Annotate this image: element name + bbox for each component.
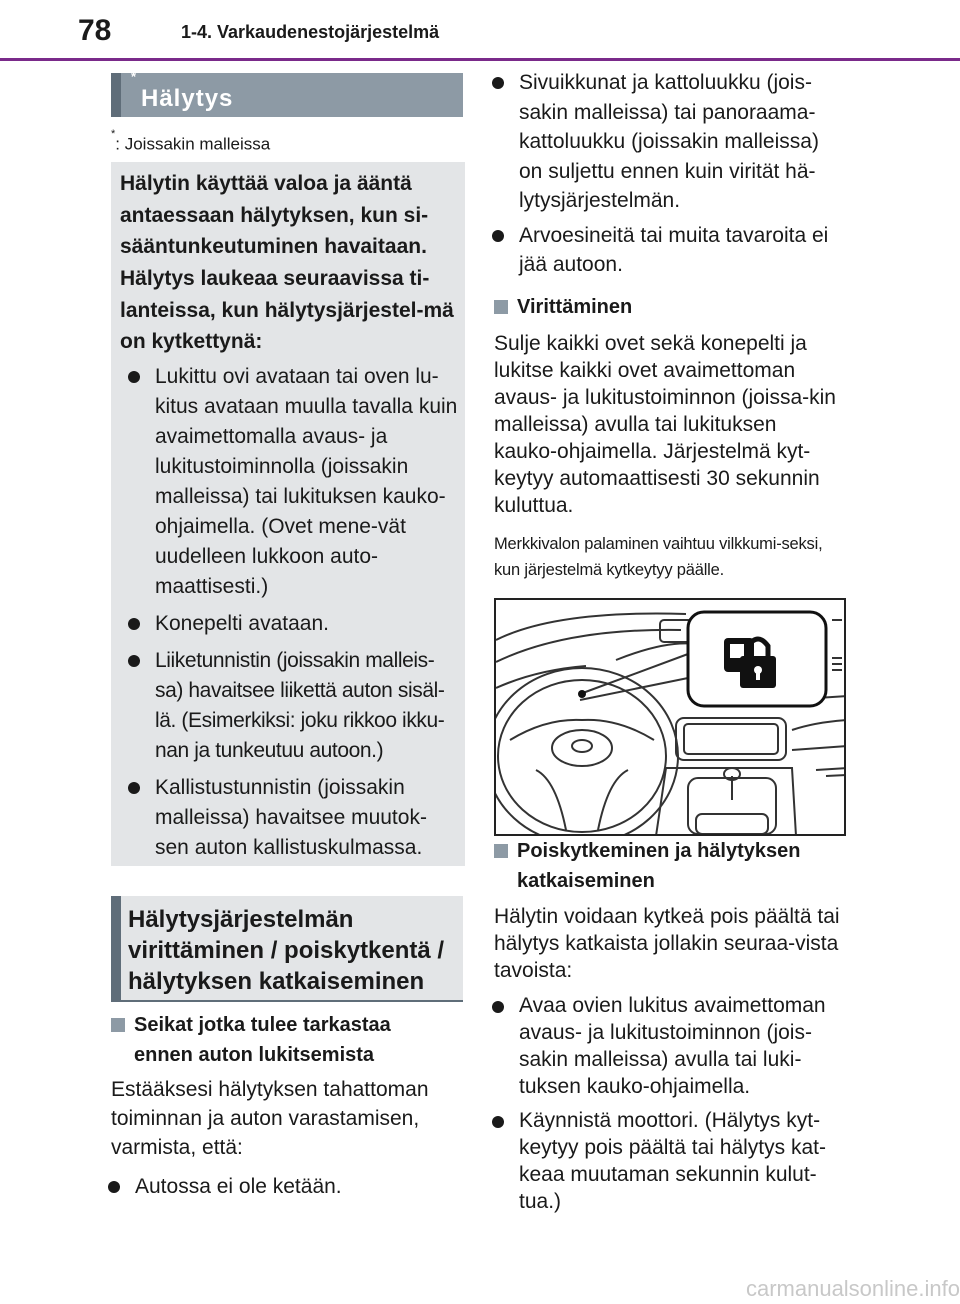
chapter-title: 1-4. Varkaudenestojärjestelmä (181, 22, 440, 42)
box-intro-1: Hälytin käyttää valoa ja ääntä antaessaan hälytyksen, kun si-sääntunkeutuminen havaitaan. (120, 172, 429, 258)
list-item: Avaa ovien lukitus avaimettoman avaus- ja lukitustoiminnon (jois-sakin malleissa) avulla tai luki-tuksen kauko-ohjaimella. (484, 992, 844, 1100)
footnote-mark: * (111, 128, 116, 140)
list-item: Kallistustunnistin (joissakin malleissa) havaitsee muutok-sen auton kallistuskulmassa. (120, 773, 460, 863)
list-item: Autossa ei ole ketään. (100, 1172, 460, 1202)
header-rule (0, 58, 960, 61)
list-item: Liiketunnistin (joissakin malleis-sa) havaitsee liikettä auton sisäl-lä. (Esimerkiksi: joku rikkoo ikku-nan ja tunkeutuu autoon.) (120, 646, 460, 766)
arming-note: Merkkivalon palaminen vaihtuu vilkkumi-seksi, kun järjestelmä kytkeytyy päälle. (494, 535, 823, 579)
list-item: Arvoesineitä tai muita tavaroita ei jää autoon. (484, 221, 844, 280)
list-item: Konepelti avataan. (120, 609, 460, 639)
dashboard-illustration (494, 598, 846, 836)
section-title-bar (111, 69, 463, 117)
footnote (111, 128, 271, 155)
dashboard-drawing (496, 600, 846, 836)
section2-title: Hälytysjärjestelmän virittäminen / poiskytkentä / hälytyksen katkaiseminen (128, 906, 445, 995)
watermark: carmanualsonline.info (745, 1276, 960, 1301)
check-bullet-list-right (484, 68, 844, 280)
disarm-text: Hälytin voidaan kytkeä pois päältä tai hälytys katkaista jollakin seuraa-vista tavoista: (494, 905, 840, 982)
check-bullet-list-left (100, 1172, 460, 1202)
list-item: Lukittu ovi avataan tai oven lu-kitus avataan muulla tavalla kuin avaimettomalla avaus- ja lukitustoiminnolla (joissakin malleissa) tai lukituksen kauko-ohjaimella. (Ovet mene-vät uudelleen lukkoon auto-maattisesti.) (120, 362, 460, 602)
section-title-mark: * (131, 69, 138, 84)
disarm-bullet-list (484, 992, 844, 1215)
check-intro: Estääksesi hälytyksen tahattoman toiminnan ja auton varastamisen, varmista, että: (111, 1078, 429, 1159)
subhead-check: Seikat jotka tulee tarkastaa ennen auton lukitsemista (111, 1010, 431, 1070)
box-bullet-list (120, 362, 460, 863)
subhead-arming: Virittäminen (494, 292, 834, 322)
box-intro-2: Hälytys laukeaa seuraavissa ti-lanteissa, kun hälytysjärjestel-mä on kytkettynä: (120, 267, 454, 353)
subhead-disarm: Poiskytkeminen ja hälytyksen katkaiseminen (494, 836, 839, 896)
info-box (111, 162, 465, 866)
arming-text: Sulje kaikki ovet sekä konepelti ja lukitse kaikki ovet avaimettoman avaus- ja lukitustoiminnon (joissa-kin malleissa) avulla tai lukituksen kauko-ohjaimella. Järjestelmä kyt-keytyy automaattisesti 30 sekunnin kuluttua. (494, 332, 836, 517)
footnote-text: : Joissakin malleissa (115, 134, 271, 154)
page-number: 78 (78, 14, 112, 47)
list-item: Käynnistä moottori. (Hälytys kyt-keytyy pois päältä tai hälytys kat-keaa muutaman sekunnin kulut-tua.) (484, 1107, 844, 1215)
section-title: Hälytys (141, 85, 234, 112)
section2-title-box (111, 896, 463, 1002)
list-item: Sivuikkunat ja kattoluukku (jois-sakin malleissa) tai panoraama-kattoluukku (joissakin malleissa) on suljettu ennen kuin virität hä-lytysjärjestelmän. (484, 68, 844, 216)
